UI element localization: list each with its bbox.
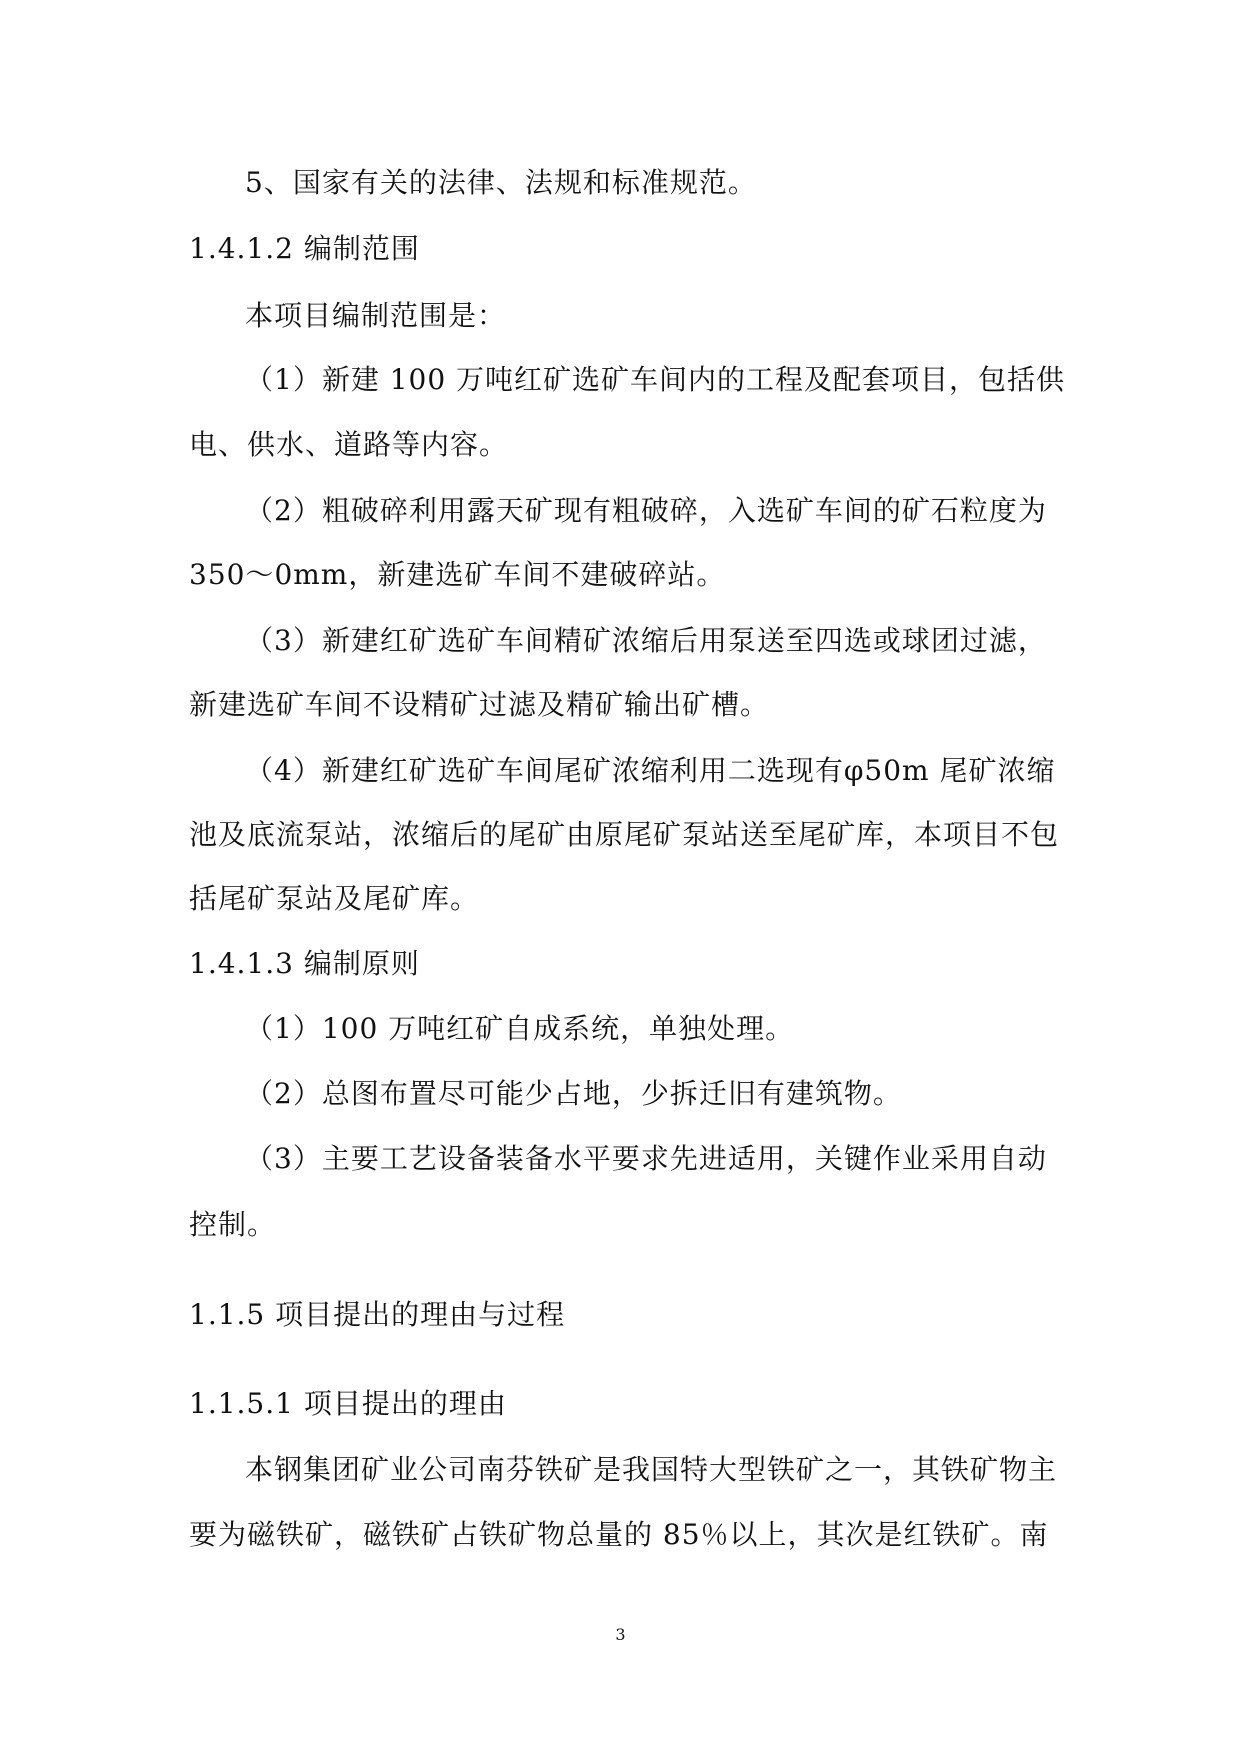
text-line: 本钢集团矿业公司南芬铁矿是我国特大型铁矿之一，其铁矿物主 — [245, 1453, 1058, 1486]
text-line: 新建选矿车间不设精矿过滤及精矿输出矿槽。 — [189, 688, 770, 721]
text-line: 350～0mm，新建选矿车间不建破碎站。 — [189, 558, 726, 591]
text-line: （3）主要工艺设备装备水平要求先进适用，关键作业采用自动 — [245, 1142, 1047, 1175]
text-line: （3）新建红矿选矿车间精矿浓缩后用泵送至四选或球团过滤， — [245, 624, 1047, 657]
text-line: （4）新建红矿选矿车间尾矿浓缩利用二选现有φ50m 尾矿浓缩 — [245, 754, 1056, 787]
text-line: 池及底流泵站，浓缩后的尾矿由原尾矿泵站送至尾矿库，本项目不包 — [189, 818, 1060, 851]
text-line: （1）100 万吨红矿自成系统，单独处理。 — [245, 1012, 795, 1045]
text-line: （1）新建 100 万吨红矿选矿车间内的工程及配套项目，包括供 — [245, 363, 1066, 396]
text-line: 控制。 — [189, 1208, 277, 1241]
text-line: （2）粗破碎利用露天矿现有粗破碎，入选矿车间的矿石粒度为 — [245, 494, 1047, 527]
section-heading: 1.1.5.1 项目提出的理由 — [189, 1387, 507, 1420]
section-heading: 1.4.1.3 编制原则 — [189, 947, 420, 980]
text-line: （2）总图布置尽可能少占地，少拆迁旧有建筑物。 — [245, 1077, 902, 1110]
text-line: 5、国家有关的法律、法规和标准规范。 — [245, 166, 757, 199]
text-line: 本项目编制范围是： — [245, 299, 507, 332]
text-line: 要为磁铁矿，磁铁矿占铁矿物总量的 85％以上，其次是红铁矿。南 — [189, 1518, 1049, 1551]
text-line: 电、供水、道路等内容。 — [189, 428, 509, 461]
section-heading: 1.4.1.2 编制范围 — [189, 232, 420, 265]
page-number: 3 — [615, 1625, 626, 1644]
section-heading: 1.1.5 项目提出的理由与过程 — [189, 1298, 566, 1331]
text-line: 括尾矿泵站及尾矿库。 — [189, 882, 480, 915]
